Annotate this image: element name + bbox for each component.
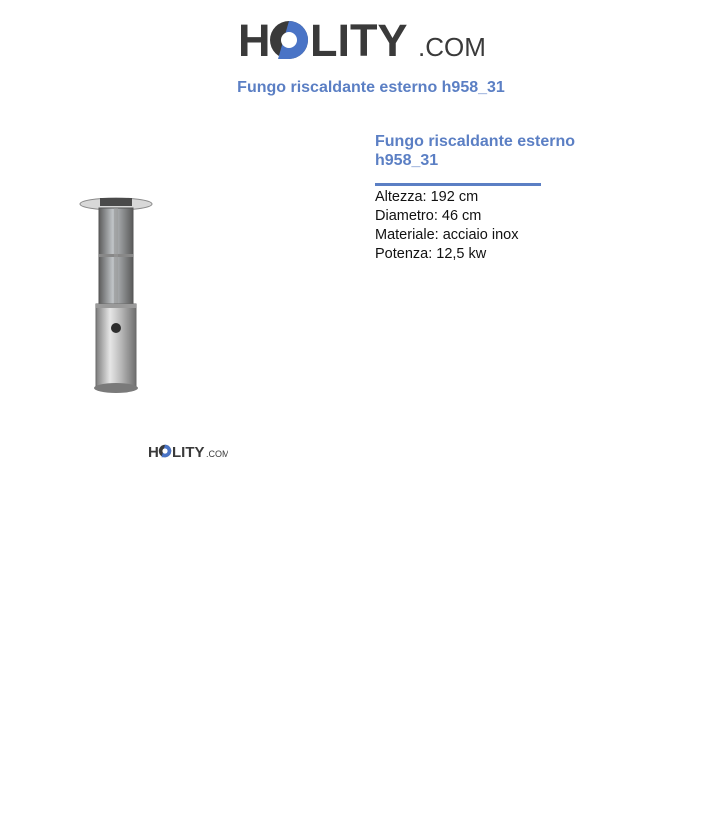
watermark-word: LITY <box>172 444 205 460</box>
watermark-logo <box>148 442 228 460</box>
spec-list <box>375 188 705 264</box>
watermark-o-icon <box>159 445 171 457</box>
product-details <box>375 132 705 264</box>
title-divider <box>375 183 541 186</box>
watermark-letter-h: H <box>148 444 159 460</box>
patio-heater-icon <box>78 192 154 396</box>
holity-watermark-icon <box>148 442 228 460</box>
brand-logo[interactable] <box>238 12 488 68</box>
logo-o-icon <box>270 21 308 59</box>
product-title: Fungo riscaldante esterno h958_31 <box>375 133 576 169</box>
logo-word: LITY <box>310 15 408 66</box>
holity-logo-icon <box>238 12 488 68</box>
product-image <box>78 192 154 396</box>
watermark-suffix: .COM <box>206 449 228 459</box>
spec-material: Materiale: acciaio inox <box>375 227 519 243</box>
spec-power: Potenza: 12,5 kw <box>375 246 487 262</box>
page-title: Fungo riscaldante esterno h958_31 <box>237 79 505 96</box>
spec-diameter: Diametro: 46 cm <box>375 208 482 224</box>
spec-height: Altezza: 192 cm <box>375 189 479 205</box>
logo-suffix: .COM <box>418 32 486 62</box>
logo-letter-h: H <box>238 15 271 66</box>
